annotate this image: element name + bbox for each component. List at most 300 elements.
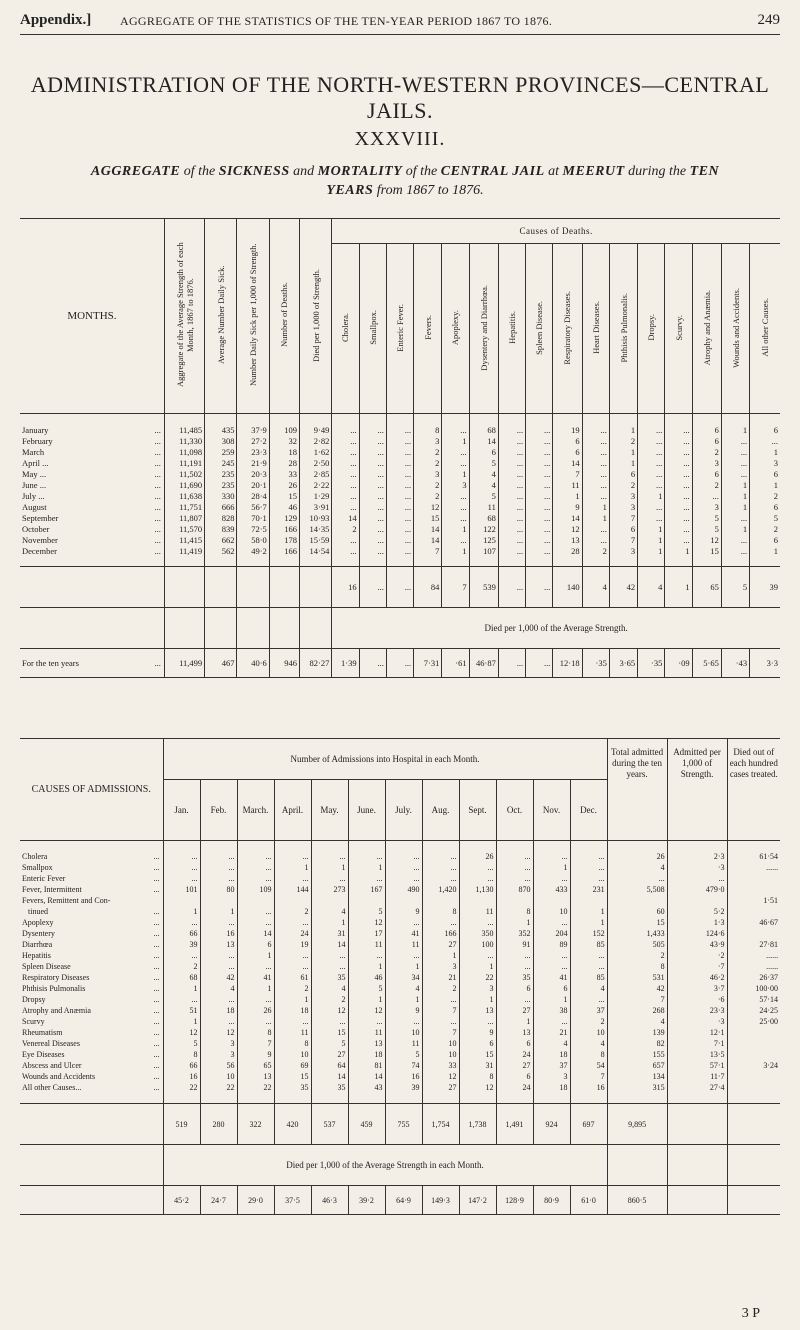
admissions-total: 9,895 — [607, 1104, 667, 1145]
cell-value: 82 — [607, 1038, 667, 1049]
cell-value: ... — [359, 468, 386, 479]
died-per-month-value: 24·7 — [200, 1186, 237, 1215]
died-per-month-value: 149·3 — [422, 1186, 459, 1215]
died-per-hundred-value — [727, 1071, 780, 1082]
cell-value: 11,485 — [164, 424, 204, 435]
cause-col-label: Scurvy. — [673, 314, 684, 341]
cell-value — [163, 895, 200, 906]
cell-value: 54 — [570, 1060, 607, 1071]
month-name: August — [22, 501, 47, 512]
cell-value: ... — [386, 479, 413, 490]
cell-value: ... — [348, 851, 385, 862]
cell-value: 70·1 — [237, 512, 269, 523]
cell-value: 13 — [459, 1005, 496, 1016]
month-name: March — [22, 446, 45, 457]
cell-value: ... — [721, 545, 749, 556]
month-name: May ... — [22, 468, 47, 479]
died-per-month-value: 860·5 — [607, 1186, 667, 1215]
cell-value: 42 — [607, 983, 667, 994]
cell-value: ... — [459, 1016, 496, 1027]
cell-value: 27·4 — [667, 1082, 727, 1093]
cell-value: ... — [359, 435, 386, 446]
cell-value: 27 — [496, 1005, 533, 1016]
cell-value: 2 — [570, 1016, 607, 1027]
cell-value: 14 — [469, 435, 498, 446]
cell-value: 41 — [385, 928, 422, 939]
cell-value: 1 — [773, 545, 778, 556]
cell-value: ... — [422, 994, 459, 1005]
cell-value: 1 — [442, 545, 469, 556]
cell-value: ... — [526, 479, 553, 490]
cause-label — [20, 906, 163, 917]
cell-value: ... — [163, 862, 200, 873]
cell-value: ... — [526, 545, 553, 556]
admissions-total: 459 — [348, 1104, 385, 1145]
cell-value: ·6 — [667, 994, 727, 1005]
cell-value: ... — [359, 479, 386, 490]
admissions-total: 519 — [163, 1104, 200, 1145]
cell-value: 18 — [269, 446, 299, 457]
cell-value: 1 — [200, 906, 237, 917]
cell-value: 10 — [200, 1071, 237, 1082]
cell-value: 6 — [692, 424, 721, 435]
cell-value: 1 — [570, 906, 607, 917]
leader-dots: ... — [153, 984, 160, 993]
cell-value: ... — [570, 950, 607, 961]
leader-dots: ... — [154, 479, 161, 490]
died-per-hundred-value — [727, 1027, 780, 1038]
cell-value: 28 — [553, 545, 582, 556]
died-per-month-value: 37·5 — [274, 1186, 311, 1215]
cell-value: 3 — [442, 479, 469, 490]
cell-value: ... — [607, 873, 667, 884]
cell-value: 5 — [692, 523, 721, 534]
cell-value: 10·93 — [300, 512, 332, 523]
month-label — [20, 523, 164, 534]
cell-value: 32 — [269, 435, 299, 446]
cell-value: 231 — [570, 884, 607, 895]
cell-value: 657 — [607, 1060, 667, 1071]
cell-value: ... — [386, 490, 413, 501]
cell-value: 35 — [311, 1082, 348, 1093]
cell-value: ... — [422, 917, 459, 928]
cell-value: ... — [665, 501, 692, 512]
cell-value: ... — [665, 534, 692, 545]
cell-value: ... — [332, 435, 359, 446]
subtitle-years: YEARS — [326, 183, 374, 198]
cell-value: 16 — [385, 1071, 422, 1082]
cell-value: ... — [332, 545, 359, 556]
cell-value: 139 — [607, 1027, 667, 1038]
cell-value: 7 — [414, 545, 442, 556]
cell-value: 22 — [163, 1082, 200, 1093]
leader-dots: ... — [153, 973, 160, 982]
cell-value: ... — [442, 512, 469, 523]
cell-value: 3 — [459, 983, 496, 994]
cell-value: ... — [570, 851, 607, 862]
cause-col-label: Enteric Fever. — [394, 303, 405, 352]
subtitle-part: of the — [402, 164, 441, 179]
cell-value: ... — [665, 457, 692, 468]
leader-dots: ... — [153, 852, 160, 861]
cell-value: 68 — [469, 424, 498, 435]
cell-value: 1 — [582, 501, 609, 512]
cell-value: ... — [237, 917, 274, 928]
cause-label — [20, 1005, 163, 1016]
leader-dots: ... — [153, 907, 160, 916]
cell-value: 1 — [553, 490, 582, 501]
cell-value: 4 — [469, 468, 498, 479]
died-per-hundred-header: Died out of each hundred cases treated. — [727, 739, 780, 841]
cell-value: 245 — [205, 457, 237, 468]
cause-col-label: All other Causes. — [760, 298, 771, 357]
col-sick-per-1000-label: Number Daily Sick per 1,000 of Strength. — [248, 243, 259, 387]
cell-value: ... — [386, 435, 413, 446]
cell-value: 12 — [163, 1027, 200, 1038]
cell-value: 57·1 — [667, 1060, 727, 1071]
cell-value: 46 — [269, 501, 299, 512]
cause-name: Smallpox — [22, 863, 53, 872]
subtitle-mortality: MORTALITY — [317, 164, 403, 179]
cell-value: ... — [638, 512, 665, 523]
cause-name: Eye Diseases — [22, 1050, 65, 1059]
subtitle-sickness: SICKNESS — [218, 164, 290, 179]
leader-dots: ... — [154, 446, 161, 457]
died-per-hundred-value: 25·00 — [759, 1017, 779, 1026]
cell-value: 11,638 — [164, 490, 204, 501]
cell-value: ... — [311, 961, 348, 972]
cell-value: 72·5 — [237, 523, 269, 534]
cause-col-4 — [442, 244, 469, 414]
total-value: 1 — [665, 567, 692, 608]
cell-value — [496, 895, 533, 906]
died-per-label: Died per 1,000 of the Average Strength. — [332, 608, 780, 649]
cause-col-3 — [414, 244, 442, 414]
cause-row — [20, 950, 780, 961]
cell-value: 308 — [205, 435, 237, 446]
cell-value: 51 — [163, 1005, 200, 1016]
leader-dots: ... — [154, 424, 161, 435]
cell-value: 13 — [553, 534, 582, 545]
subtitle-part: and — [289, 164, 318, 179]
cell-value: 38 — [533, 1005, 570, 1016]
cell-value: ... — [332, 446, 359, 457]
cause-col-14 — [721, 244, 749, 414]
month-row — [20, 435, 780, 446]
totals-row — [20, 567, 780, 608]
month-row — [20, 457, 780, 468]
cell-value: 85 — [570, 972, 607, 983]
died-per-hundred-value — [727, 1038, 780, 1049]
admissions-total: 537 — [311, 1104, 348, 1145]
cell-value: 33 — [422, 1060, 459, 1071]
cell-value: ... — [533, 873, 570, 884]
cause-col-12 — [665, 244, 692, 414]
cell-value: ... — [348, 873, 385, 884]
cause-label — [20, 862, 163, 873]
cell-value: 109 — [237, 884, 274, 895]
cell-value: 9 — [385, 1005, 422, 1016]
cell-value: ... — [533, 1016, 570, 1027]
mortality-table — [20, 218, 780, 678]
cell-value: 6 — [692, 435, 721, 446]
cell-value: 4 — [311, 983, 348, 994]
cause-row — [20, 939, 780, 950]
month-name: February — [22, 435, 53, 446]
admissions-total: 420 — [274, 1104, 311, 1145]
cause-label — [20, 1049, 163, 1060]
total-value: 140 — [553, 567, 582, 608]
cause-col-label: Hepatitis. — [506, 311, 517, 344]
cell-value: 5 — [348, 983, 385, 994]
cell-value: 11,098 — [164, 446, 204, 457]
cell-value: 100 — [459, 939, 496, 950]
cell-value: 5 — [469, 457, 498, 468]
cell-value: ... — [526, 523, 553, 534]
cause-name: Fever, Intermittent — [22, 885, 82, 894]
cell-value: ... — [359, 490, 386, 501]
cell-value: ... — [200, 961, 237, 972]
cell-value: 134 — [607, 1071, 667, 1082]
cell-value — [570, 895, 607, 906]
died-per-hundred-value — [727, 884, 780, 895]
cell-value: 1 — [274, 862, 311, 873]
cell-value: 10 — [422, 1049, 459, 1060]
cell-value: 15 — [692, 545, 721, 556]
cell-value: 166 — [422, 928, 459, 939]
ten-years-value: 46·87 — [469, 649, 498, 678]
table-subtitle — [30, 162, 780, 200]
cell-value: 2 — [607, 950, 667, 961]
cell-value: 7 — [237, 1038, 274, 1049]
cell-value: ... — [442, 446, 469, 457]
subtitle-meerut: MEERUT — [562, 164, 625, 179]
total-value: 39 — [750, 567, 780, 608]
cell-value: 24 — [274, 928, 311, 939]
cell-value: 8 — [274, 1038, 311, 1049]
cell-value: 6 — [496, 1038, 533, 1049]
cause-row — [20, 994, 780, 1005]
month-col-11: Dec. — [570, 780, 607, 841]
cell-value: ... — [667, 873, 727, 884]
cell-value: ... — [771, 435, 778, 446]
cause-name: Enteric Fever — [22, 874, 66, 883]
cell-value: 2 — [692, 479, 721, 490]
cell-value: 9 — [237, 1049, 274, 1060]
cell-value: ... — [582, 523, 609, 534]
cell-value: 12 — [422, 1071, 459, 1082]
cell-value: ... — [332, 468, 359, 479]
died-per-hundred-value: ...... — [766, 962, 779, 971]
leader-dots: ... — [153, 1050, 160, 1059]
cell-value: 8 — [459, 1071, 496, 1082]
cell-value: 14·54 — [300, 545, 332, 556]
cell-value: ... — [582, 457, 609, 468]
cause-col-label: Smallpox. — [367, 310, 378, 345]
cause-row — [20, 917, 780, 928]
ten-years-value: 7·31 — [414, 649, 442, 678]
leader-dots: ... — [154, 658, 161, 668]
cell-value: 155 — [607, 1049, 667, 1060]
cell-value: 26 — [237, 1005, 274, 1016]
cell-value: ... — [459, 950, 496, 961]
cell-value: 1 — [570, 917, 607, 928]
cell-value: 107 — [469, 545, 498, 556]
leader-dots: ... — [154, 534, 161, 545]
cell-value: ... — [526, 468, 553, 479]
cell-value: 7 — [570, 1071, 607, 1082]
appendix-label: Appendix.] — [20, 12, 92, 28]
month-label — [20, 446, 164, 457]
cell-value: 11 — [385, 939, 422, 950]
cell-value: ... — [496, 961, 533, 972]
cell-value: 1 — [385, 994, 422, 1005]
cause-row — [20, 1038, 780, 1049]
cell-value: 5,508 — [607, 884, 667, 895]
ten-years-value: 467 — [205, 649, 237, 678]
cause-name: Scurvy — [22, 1017, 45, 1026]
cell-value: ... — [665, 446, 692, 457]
cell-value: 1 — [442, 468, 469, 479]
cause-col-6 — [498, 244, 525, 414]
cell-value: 41 — [533, 972, 570, 983]
cause-name: Spleen Disease — [22, 962, 71, 971]
cell-value: ... — [582, 468, 609, 479]
cell-value: 58·0 — [237, 534, 269, 545]
died-per-hundred-value — [727, 1049, 780, 1060]
cell-value: 14 — [553, 512, 582, 523]
cell-value: 11 — [385, 1038, 422, 1049]
cell-value: 3·91 — [300, 501, 332, 512]
cell-value: 89 — [533, 939, 570, 950]
cell-value: 330 — [205, 490, 237, 501]
died-per-hundred-value: 24·25 — [759, 1006, 779, 1015]
cell-value: 12 — [348, 1005, 385, 1016]
cell-value: 5 — [163, 1038, 200, 1049]
cell-value: ... — [359, 501, 386, 512]
month-label — [20, 457, 164, 468]
cell-value: 37 — [533, 1060, 570, 1071]
cell-value: ... — [665, 479, 692, 490]
cell-value: 8 — [414, 424, 442, 435]
cell-value: 1 — [533, 994, 570, 1005]
cell-value: 1 — [459, 994, 496, 1005]
cell-value: 64 — [311, 1060, 348, 1071]
leader-dots: ... — [153, 951, 160, 960]
cell-value: 152 — [570, 928, 607, 939]
cause-row — [20, 1016, 780, 1027]
cell-value: ... — [200, 1016, 237, 1027]
total-value: ... — [359, 567, 386, 608]
total-value: 4 — [638, 567, 665, 608]
cause-label — [20, 917, 163, 928]
months-header: MONTHS. — [20, 219, 164, 414]
cell-value: 27 — [496, 1060, 533, 1071]
cell-value: 2 — [422, 983, 459, 994]
cell-value: 4 — [570, 1038, 607, 1049]
cell-value: 531 — [607, 972, 667, 983]
month-label — [20, 512, 164, 523]
cell-value: 109 — [269, 424, 299, 435]
cell-value: 21·9 — [237, 457, 269, 468]
cell-value: 101 — [163, 884, 200, 895]
cell-value: 12 — [459, 1082, 496, 1093]
month-col-5: June. — [348, 780, 385, 841]
died-per-month-value: 29·0 — [237, 1186, 274, 1215]
cell-value: 15 — [311, 1027, 348, 1038]
cell-value: 1 — [311, 862, 348, 873]
cell-value: 11 — [459, 906, 496, 917]
cell-value: 2 — [773, 523, 778, 534]
leader-dots: ... — [153, 863, 160, 872]
cause-col-label: Dysentery and Diarrhœa. — [478, 284, 489, 371]
cell-value: ... — [526, 446, 553, 457]
cell-value: ... — [200, 862, 237, 873]
cell-value: 5 — [692, 512, 721, 523]
leader-dots: ... — [154, 457, 161, 468]
cause-col-13 — [692, 244, 721, 414]
cell-value: 13·5 — [667, 1049, 727, 1060]
col-deaths — [269, 219, 299, 414]
cell-value: 8 — [607, 961, 667, 972]
cell-value: 14 — [332, 512, 359, 523]
cell-value: 2·50 — [300, 457, 332, 468]
cell-value — [385, 895, 422, 906]
page-number: 249 — [757, 12, 780, 28]
cell-value: 1 — [311, 917, 348, 928]
cell-value: 2 — [274, 906, 311, 917]
cell-value: 65 — [237, 1060, 274, 1071]
cell-value: 3 — [200, 1049, 237, 1060]
cell-value: 22 — [459, 972, 496, 983]
cell-value: 1·3 — [667, 917, 727, 928]
cell-value: ... — [442, 457, 469, 468]
cell-value: ... — [496, 862, 533, 873]
month-col-10: Nov. — [533, 780, 570, 841]
cell-value: ... — [570, 862, 607, 873]
cell-value: 1 — [459, 961, 496, 972]
cell-value: 5 — [348, 906, 385, 917]
table-number: XXXVIII. — [354, 128, 446, 150]
admissions-group-header: Number of Admissions into Hospital in each Month. — [163, 739, 607, 780]
cell-value: ... — [332, 534, 359, 545]
cell-value: 6 — [533, 983, 570, 994]
cell-value: 11 — [274, 1027, 311, 1038]
ten-years-value: 3·65 — [609, 649, 637, 678]
ten-years-value: ·61 — [442, 649, 469, 678]
cell-value: ... — [386, 468, 413, 479]
cell-value: 91 — [496, 939, 533, 950]
ten-years-value: 82·27 — [300, 649, 332, 678]
died-per-hundred-value: 61·54 — [759, 852, 779, 861]
cell-value: 1 — [163, 983, 200, 994]
leader-dots: ... — [154, 435, 161, 446]
cell-value: 27 — [422, 1082, 459, 1093]
cell-value: 2 — [692, 446, 721, 457]
cell-value: 35 — [496, 972, 533, 983]
cell-value: 1 — [638, 534, 665, 545]
cell-value: 8 — [496, 906, 533, 917]
died-per-month-value: 80·9 — [533, 1186, 570, 1215]
cause-row — [20, 1082, 780, 1093]
subtitle-part: from 1867 to 1876. — [373, 183, 484, 198]
cell-value: 7·1 — [667, 1038, 727, 1049]
cell-value: 18 — [533, 1049, 570, 1060]
leader-dots: ... — [153, 874, 160, 883]
cell-value: 166 — [269, 545, 299, 556]
total-value: 539 — [469, 567, 498, 608]
cause-label — [20, 1027, 163, 1038]
